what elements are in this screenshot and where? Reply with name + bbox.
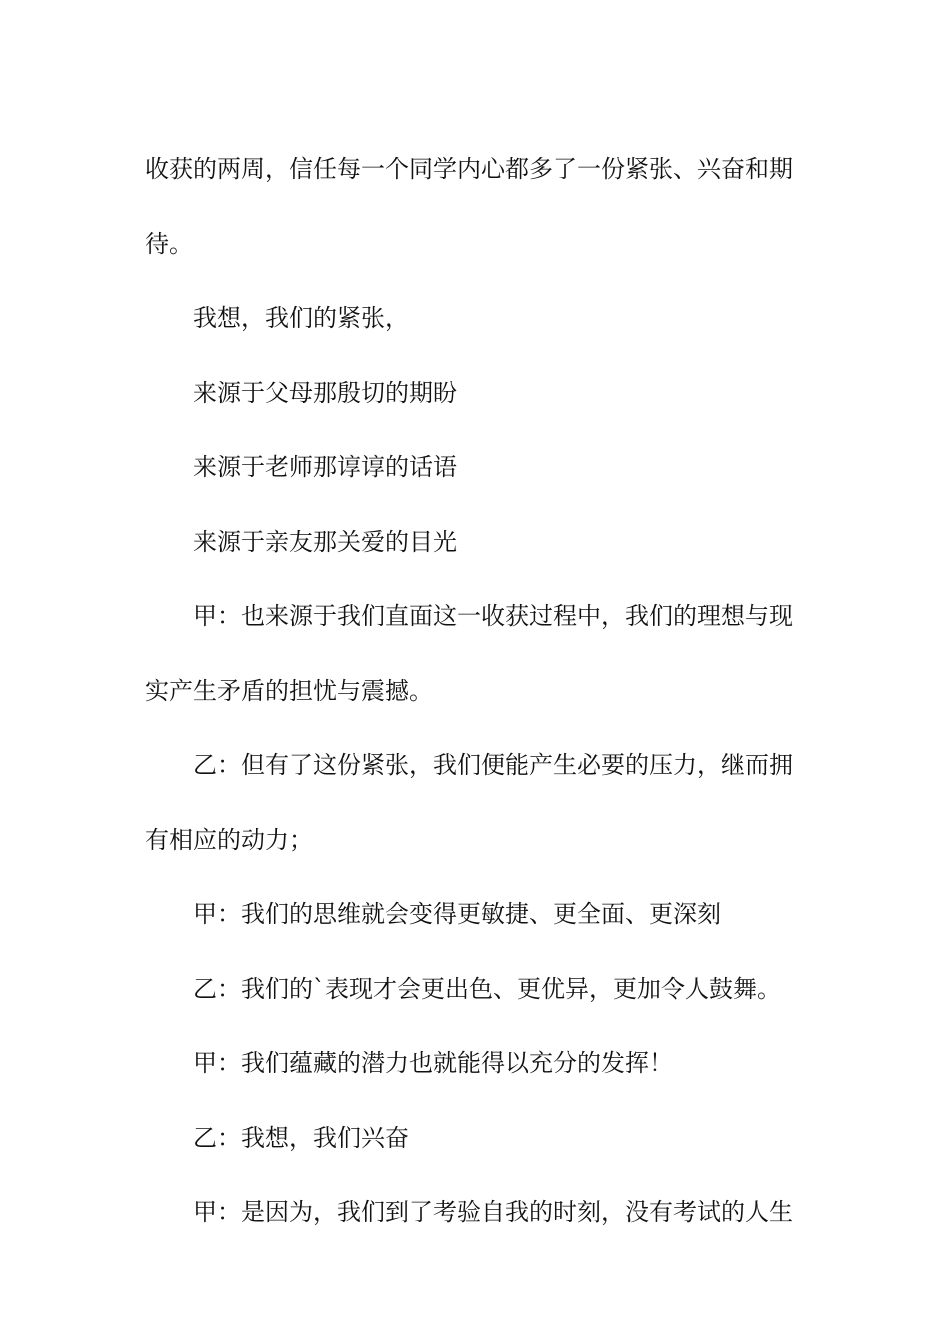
paragraph-1: 收获的两周，信任每一个同学内心都多了一份紧张、兴奋和期待。 (145, 155, 793, 258)
paragraph-10: 甲：我们蕴藏的潜力也就能得以充分的发挥！ (193, 1049, 673, 1077)
paragraph-9: 乙：我们的`表现才会更出色、更优异，更加令人鼓舞。 (193, 974, 781, 1003)
paragraph-11: 乙：我想，我们兴奋 (193, 1123, 409, 1152)
paragraph-5: 来源于亲友那关爱的目光 (193, 527, 457, 556)
paragraph-8: 甲：我们的思维就会变得更敏捷、更全面、更深刻 (193, 900, 721, 928)
paragraph-6: 甲：也来源于我们直面这一收获过程中，我们的理想与现实产生矛盾的担忧与震撼。 (145, 602, 793, 705)
paragraph-2: 我想，我们的紧张， (193, 304, 409, 332)
paragraph-3: 来源于父母那殷切的期盼 (193, 378, 457, 407)
paragraph-7: 乙：但有了这份紧张，我们便能产生必要的压力，继而拥有相应的动力； (145, 751, 793, 854)
paragraph-12: 甲：是因为，我们到了考验自我的时刻，没有考试的人生 (193, 1198, 793, 1226)
document-body (145, 132, 807, 1250)
paragraph-4: 来源于老师那谆谆的话语 (193, 453, 457, 481)
